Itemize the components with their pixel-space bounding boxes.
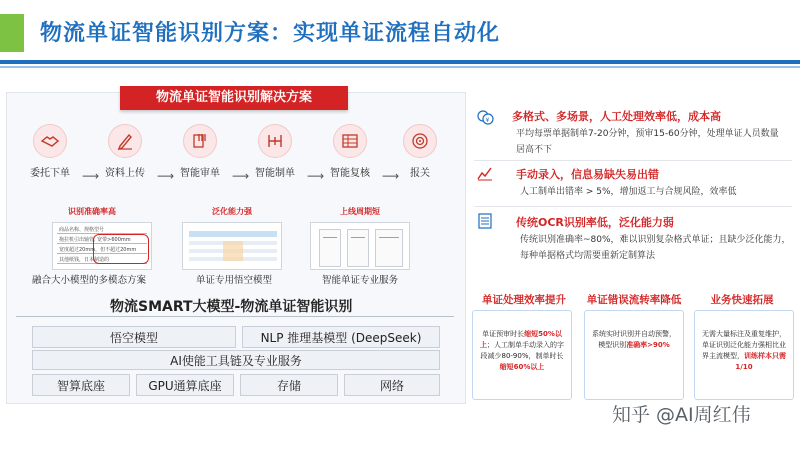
pain-point-title: 手动录入，信息易缺失易出错 [516, 168, 659, 181]
step-customs [385, 124, 455, 179]
step-smart-recheck [315, 124, 385, 179]
error-trend-icon [476, 164, 494, 182]
kpi-card-expansion [694, 310, 794, 400]
step-label: 报关 [410, 168, 430, 179]
kpi-text: 无需大量标注及重复维护，单证识别泛化能力强相比业界主流模型， [702, 330, 786, 360]
document-list-icon [476, 212, 494, 230]
kpi-text: ；人工制单手动录入的字段减少80-90%，制单时长 [480, 341, 564, 360]
kpi-highlight: 训练样本只需1/10 [735, 352, 786, 371]
model-title: 物流SMART大模型-物流单证智能识别 [110, 299, 353, 315]
kpi-text: 单证预审时长 [482, 330, 525, 338]
divider [474, 206, 792, 207]
stack-storage: 存储 [240, 374, 338, 396]
step-label: 智能制单 [255, 168, 295, 179]
watermark: 知乎 @AI周红伟 [612, 404, 751, 426]
stack-network: 网络 [344, 374, 440, 396]
desc-line: 传统识别准确率~80%，难以识别复杂格式单证；且缺少泛化能力， [520, 235, 791, 245]
pen-upload-icon [108, 124, 142, 158]
kpi-card-error-rate [584, 310, 684, 400]
arrow-right-icon: ⟶ [82, 169, 100, 183]
pain-point-title: 传统OCR识别率低，泛化能力弱 [516, 216, 674, 229]
divider [16, 316, 454, 317]
kpi-card-efficiency [472, 310, 572, 400]
stack-compute-base: 智算底座 [32, 374, 130, 396]
kpi-title: 单证处理效率提升 [482, 294, 566, 306]
stack-nlp-model: NLP 推理基模型 (DeepSeek) [242, 326, 440, 348]
form-text: 拖拉机引出轴管, 宽带>600mm [59, 237, 131, 243]
kpi-highlight: 缩短50%以上 [480, 330, 562, 349]
example-table-image [182, 222, 282, 270]
stack-wukong-model: 悟空模型 [32, 326, 236, 348]
example-title: 识别准确率高 [68, 207, 116, 216]
kpi-highlight: 缩短60%以上 [499, 363, 545, 371]
documents-pen-icon [183, 124, 217, 158]
desc-line: 居高不下 [516, 145, 553, 155]
highlight-box [93, 234, 149, 264]
forklift-icon [258, 124, 292, 158]
page-title: 物流单证智能识别方案：实现单证流程自动化 [40, 21, 501, 46]
example-document-image [310, 222, 410, 270]
example-title: 泛化能力强 [212, 207, 252, 216]
arrow-right-icon: ⟶ [157, 169, 175, 183]
desc-line: 每种单据格式均需要重新定制算法 [520, 251, 656, 261]
kpi-text: 系统实时识别并自动预警，模型识别 [592, 330, 676, 349]
pain-point-desc [520, 184, 737, 200]
pain-point-desc [520, 232, 791, 264]
stack-gpu-base: GPU通算底座 [136, 374, 234, 396]
header-divider-light [0, 66, 800, 68]
step-label: 智能审单 [180, 168, 220, 179]
example-caption: 单证专用悟空模型 [196, 275, 273, 286]
yen-coins-icon [476, 108, 494, 126]
form-text: 其他纸钱，日本制造的 [59, 257, 110, 263]
kpi-title: 单证错误流转率降低 [586, 294, 682, 306]
form-text: 商品名称、规格型号 [59, 227, 105, 233]
step-entrust-order [15, 124, 85, 179]
desc-line: 人工制单出错率 > 5%，增加返工与合规风险，效率低 [520, 187, 737, 197]
svg-text:¥: ¥ [485, 117, 490, 124]
form-text: 宽度超过20mm，但不超过20mm [59, 247, 137, 253]
step-upload [90, 124, 160, 179]
step-smart-review [165, 124, 235, 179]
pain-point-title: 多格式、多场景，人工处理效率低，成本高 [512, 110, 721, 123]
arrow-right-icon: ⟶ [382, 169, 400, 183]
spreadsheet-check-icon [333, 124, 367, 158]
example-caption: 融合大小模型的多模态方案 [32, 275, 147, 286]
kpi-highlight: 准确率>90% [626, 341, 670, 349]
handshake-icon [33, 124, 67, 158]
example-caption: 智能单证专业服务 [322, 275, 399, 286]
step-smart-create [240, 124, 310, 179]
example-form-image [52, 222, 152, 270]
target-icon [403, 124, 437, 158]
arrow-right-icon: ⟶ [307, 169, 325, 183]
pain-point-desc [516, 126, 779, 158]
arrow-right-icon: ⟶ [232, 169, 250, 183]
desc-line: 平均每票单据制单7-20分钟，预审15-60分钟，处理单证人员数量 [516, 129, 779, 139]
example-title: 上线周期短 [340, 207, 380, 216]
header-divider [0, 60, 800, 64]
step-label: 智能复核 [330, 168, 370, 179]
solution-banner: 物流单证智能识别解决方案 [120, 86, 348, 110]
header-accent-bar [0, 14, 24, 52]
divider [474, 160, 792, 161]
step-label: 资料上传 [105, 168, 145, 179]
kpi-title: 业务快速拓展 [710, 294, 774, 306]
stack-ai-toolchain: AI使能工具链及专业服务 [32, 350, 440, 370]
step-label: 委托下单 [30, 168, 70, 179]
